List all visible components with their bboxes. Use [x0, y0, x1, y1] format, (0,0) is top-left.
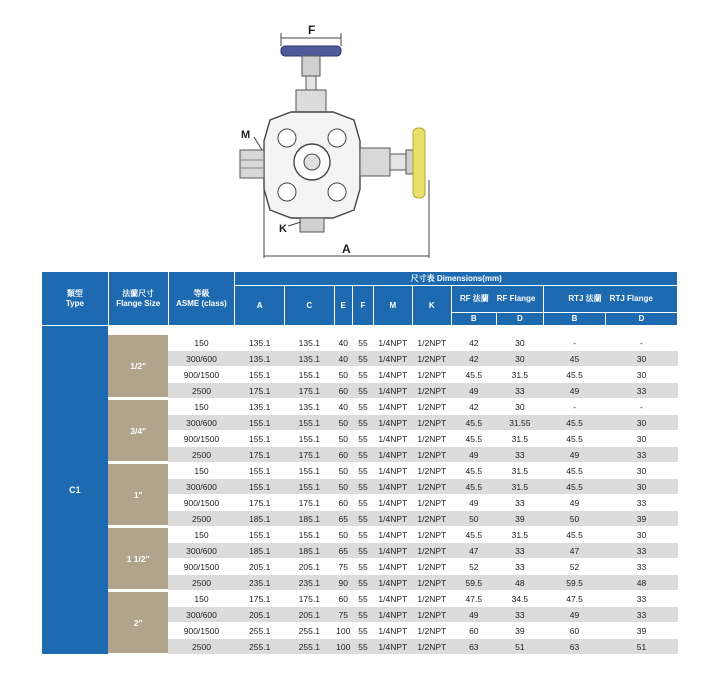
table-cell: 90: [334, 575, 352, 591]
table-cell: 55: [352, 575, 373, 591]
table-cell: 1/4NPT: [374, 527, 412, 543]
table-cell: 1/4NPT: [374, 351, 412, 367]
table-cell: 30: [496, 399, 544, 415]
table-cell: 175.1: [235, 383, 285, 399]
class-cell: 2500: [168, 511, 235, 527]
spec-table-grid: [41, 271, 678, 656]
table-cell: 1/2NPT: [412, 367, 451, 383]
table-cell: 135.1: [285, 335, 335, 351]
table-cell: 1/4NPT: [374, 607, 412, 623]
table-cell: 33: [605, 383, 677, 399]
table-cell: 49: [544, 447, 606, 463]
table-cell: 33: [496, 543, 544, 559]
table-cell: 175.1: [285, 591, 335, 607]
table-cell: 155.1: [285, 415, 335, 431]
table-cell: -: [605, 399, 677, 415]
table-cell: 45.5: [452, 415, 497, 431]
table-cell: 50: [334, 479, 352, 495]
table-cell: 1/4NPT: [374, 431, 412, 447]
table-cell: 1/4NPT: [374, 575, 412, 591]
class-cell: 150: [168, 399, 235, 415]
table-cell: 45.5: [544, 479, 606, 495]
table-cell: 55: [352, 591, 373, 607]
table-cell: 33: [496, 447, 544, 463]
table-cell: 185.1: [235, 511, 285, 527]
table-cell: 1/4NPT: [374, 415, 412, 431]
table-cell: 45.5: [452, 479, 497, 495]
table-cell: 50: [334, 431, 352, 447]
table-cell: 30: [605, 415, 677, 431]
table-cell: 1/2NPT: [412, 639, 451, 655]
table-cell: 55: [352, 511, 373, 527]
table-cell: 1/4NPT: [374, 399, 412, 415]
header-rf-b: B: [452, 313, 497, 326]
table-cell: 42: [452, 351, 497, 367]
table-cell: 50: [334, 367, 352, 383]
table-cell: 1/2NPT: [412, 447, 451, 463]
table-cell: 1/2NPT: [412, 463, 451, 479]
class-cell: 2500: [168, 383, 235, 399]
dimension-table: [41, 271, 678, 656]
table-cell: 1/2NPT: [412, 479, 451, 495]
bottom-fitting: [300, 218, 324, 232]
table-cell: 175.1: [285, 383, 335, 399]
table-row: [42, 527, 678, 543]
table-cell: 49: [544, 383, 606, 399]
flange-size-cell: 1": [108, 463, 168, 527]
table-cell: 55: [352, 383, 373, 399]
table-cell: 155.1: [235, 415, 285, 431]
table-cell: 1/2NPT: [412, 607, 451, 623]
table-cell: 59.5: [544, 575, 606, 591]
table-cell: 33: [496, 559, 544, 575]
table-cell: 39: [496, 511, 544, 527]
table-cell: 60: [334, 383, 352, 399]
table-cell: 45.5: [544, 415, 606, 431]
table-cell: 42: [452, 335, 497, 351]
table-cell: 31.5: [496, 479, 544, 495]
table-cell: 1/4NPT: [374, 383, 412, 399]
table-cell: 155.1: [285, 479, 335, 495]
table-cell: 51: [605, 639, 677, 655]
header-rf-d: D: [496, 313, 544, 326]
table-cell: 49: [452, 383, 497, 399]
table-cell: 63: [544, 639, 606, 655]
table-cell: 33: [605, 607, 677, 623]
table-cell: 55: [352, 527, 373, 543]
table-cell: 1/2NPT: [412, 527, 451, 543]
table-cell: 1/2NPT: [412, 575, 451, 591]
table-cell: 55: [352, 431, 373, 447]
header-a: A: [235, 286, 285, 326]
table-cell: 45.5: [452, 431, 497, 447]
table-row: [42, 399, 678, 415]
class-cell: 300/600: [168, 543, 235, 559]
table-cell: 75: [334, 559, 352, 575]
flange-size-cell: 3/4": [108, 399, 168, 463]
table-cell: 50: [334, 415, 352, 431]
table-cell: -: [544, 335, 606, 351]
class-cell: 900/1500: [168, 495, 235, 511]
class-cell: 900/1500: [168, 623, 235, 639]
table-cell: 31.5: [496, 431, 544, 447]
class-cell: 300/600: [168, 415, 235, 431]
table-cell: 49: [544, 495, 606, 511]
table-cell: 55: [352, 607, 373, 623]
table-cell: 1/2NPT: [412, 415, 451, 431]
table-cell: 55: [352, 399, 373, 415]
class-cell: 150: [168, 335, 235, 351]
header-f: F: [352, 286, 373, 326]
table-cell: 55: [352, 639, 373, 655]
header-e: E: [334, 286, 352, 326]
table-cell: 33: [496, 383, 544, 399]
table-cell: 155.1: [235, 367, 285, 383]
label-f: F: [308, 23, 316, 37]
table-cell: 1/2NPT: [412, 431, 451, 447]
table-cell: 33: [605, 447, 677, 463]
table-cell: 49: [452, 607, 497, 623]
table-cell: 235.1: [285, 575, 335, 591]
table-cell: 1/2NPT: [412, 399, 451, 415]
label-m: M: [241, 129, 251, 141]
table-cell: 45.5: [452, 367, 497, 383]
table-cell: 49: [452, 495, 497, 511]
table-cell: 155.1: [285, 367, 335, 383]
class-cell: 300/600: [168, 479, 235, 495]
table-cell: -: [605, 335, 677, 351]
table-cell: 100: [334, 639, 352, 655]
table-cell: 155.1: [235, 431, 285, 447]
table-cell: 33: [605, 543, 677, 559]
table-cell: 40: [334, 335, 352, 351]
table-cell: 155.1: [235, 479, 285, 495]
table-cell: 255.1: [235, 623, 285, 639]
class-cell: 300/600: [168, 351, 235, 367]
table-cell: 30: [605, 351, 677, 367]
header-m: M: [374, 286, 412, 326]
table-cell: 60: [334, 495, 352, 511]
table-cell: 155.1: [235, 527, 285, 543]
table-cell: 1/2NPT: [412, 383, 451, 399]
header-c: C: [285, 286, 335, 326]
table-cell: 47: [544, 543, 606, 559]
table-cell: 1/2NPT: [412, 335, 451, 351]
table-cell: 1/4NPT: [374, 463, 412, 479]
table-cell: 33: [496, 607, 544, 623]
table-cell: 30: [605, 431, 677, 447]
table-body: [42, 326, 678, 655]
stem-nut: [302, 56, 320, 76]
table-cell: 51: [496, 639, 544, 655]
class-cell: 150: [168, 591, 235, 607]
table-cell: 40: [334, 351, 352, 367]
table-cell: 42: [452, 399, 497, 415]
table-cell: 175.1: [235, 591, 285, 607]
table-cell: 31.5: [496, 527, 544, 543]
header-rtj-d: D: [605, 313, 677, 326]
table-cell: 65: [334, 543, 352, 559]
table-cell: 50: [334, 463, 352, 479]
table-cell: 60: [544, 623, 606, 639]
table-cell: 135.1: [235, 351, 285, 367]
table-cell: 55: [352, 463, 373, 479]
table-cell: 45: [544, 351, 606, 367]
table-cell: 65: [334, 511, 352, 527]
header-rtj-b: B: [544, 313, 606, 326]
class-cell: 150: [168, 463, 235, 479]
table-cell: 1/4NPT: [374, 543, 412, 559]
table-cell: 31.5: [496, 463, 544, 479]
side-bonnet: [360, 148, 390, 176]
table-cell: 55: [352, 623, 373, 639]
flange-size-cell: 2": [108, 591, 168, 655]
table-cell: 1/2NPT: [412, 351, 451, 367]
table-cell: 48: [496, 575, 544, 591]
table-cell: 52: [544, 559, 606, 575]
table-cell: 1/2NPT: [412, 559, 451, 575]
bonnet: [296, 90, 326, 112]
top-handle: [281, 46, 341, 56]
type-cell: C1: [42, 326, 109, 655]
class-cell: 150: [168, 527, 235, 543]
table-cell: 1/4NPT: [374, 623, 412, 639]
table-cell: 1/2NPT: [412, 511, 451, 527]
table-cell: 30: [605, 479, 677, 495]
table-cell: 52: [452, 559, 497, 575]
table-cell: 205.1: [235, 607, 285, 623]
table-cell: 1/4NPT: [374, 367, 412, 383]
table-cell: 155.1: [285, 431, 335, 447]
table-cell: 155.1: [285, 527, 335, 543]
table-cell: 30: [605, 527, 677, 543]
table-cell: 59.5: [452, 575, 497, 591]
table-cell: 55: [352, 351, 373, 367]
table-cell: 135.1: [285, 351, 335, 367]
table-cell: 1/4NPT: [374, 559, 412, 575]
table-cell: 55: [352, 335, 373, 351]
table-cell: 45.5: [544, 527, 606, 543]
table-cell: 155.1: [285, 463, 335, 479]
table-cell: 33: [605, 591, 677, 607]
valve-manifold-drawing: [0, 0, 718, 268]
table-cell: 45.5: [544, 463, 606, 479]
bolt-hole-icon: [278, 129, 296, 147]
table-row: [42, 335, 678, 351]
label-k: K: [279, 223, 287, 235]
table-cell: 1/4NPT: [374, 479, 412, 495]
table-cell: 30: [496, 351, 544, 367]
table-cell: 1/2NPT: [412, 495, 451, 511]
table-cell: 1/4NPT: [374, 335, 412, 351]
table-cell: 31.5: [496, 367, 544, 383]
table-cell: 49: [544, 607, 606, 623]
class-cell: 2500: [168, 447, 235, 463]
table-cell: 1/4NPT: [374, 511, 412, 527]
table-cell: 175.1: [285, 447, 335, 463]
table-cell: 1/2NPT: [412, 623, 451, 639]
table-cell: 45.5: [544, 431, 606, 447]
table-cell: 39: [605, 623, 677, 639]
table-cell: 30: [605, 463, 677, 479]
table-cell: 55: [352, 367, 373, 383]
table-cell: 135.1: [235, 399, 285, 415]
table-cell: 175.1: [285, 495, 335, 511]
header-flange-size: 法蘭尺寸 Flange Size: [108, 272, 168, 326]
header-rf-flange: RF 法蘭 RF Flange: [452, 286, 544, 313]
table-cell: 34.5: [496, 591, 544, 607]
table-cell: 55: [352, 447, 373, 463]
table-cell: 255.1: [285, 639, 335, 655]
table-cell: 60: [334, 591, 352, 607]
table-cell: 135.1: [285, 399, 335, 415]
table-cell: 185.1: [285, 511, 335, 527]
table-cell: 60: [452, 623, 497, 639]
table-cell: 39: [496, 623, 544, 639]
class-cell: 2500: [168, 575, 235, 591]
table-cell: 1/4NPT: [374, 591, 412, 607]
table-cell: 205.1: [285, 559, 335, 575]
label-a: A: [342, 242, 351, 256]
flange-size-cell: 1 1/2": [108, 527, 168, 591]
table-cell: 255.1: [235, 639, 285, 655]
table-cell: 49: [452, 447, 497, 463]
table-cell: -: [544, 399, 606, 415]
table-cell: 33: [605, 559, 677, 575]
left-plug: [240, 150, 264, 178]
drawing-svg: [0, 0, 718, 268]
table-cell: 100: [334, 623, 352, 639]
table-cell: 55: [352, 543, 373, 559]
table-row: [42, 591, 678, 607]
table-cell: 60: [334, 447, 352, 463]
class-cell: 2500: [168, 639, 235, 655]
table-cell: 45.5: [452, 463, 497, 479]
class-cell: 300/600: [168, 607, 235, 623]
table-cell: 50: [334, 527, 352, 543]
side-handle: [413, 128, 425, 198]
table-cell: 185.1: [285, 543, 335, 559]
table-cell: 48: [605, 575, 677, 591]
table-cell: 205.1: [285, 607, 335, 623]
table-cell: 205.1: [235, 559, 285, 575]
table-cell: 47.5: [452, 591, 497, 607]
table-cell: 45.5: [544, 367, 606, 383]
table-cell: 63: [452, 639, 497, 655]
table-cell: 175.1: [235, 495, 285, 511]
header-dimensions: 尺寸表 Dimensions(mm): [235, 272, 678, 286]
table-cell: 33: [496, 495, 544, 511]
table-cell: 175.1: [235, 447, 285, 463]
table-cell: 33: [605, 495, 677, 511]
table-cell: 40: [334, 399, 352, 415]
table-cell: 55: [352, 495, 373, 511]
table-cell: 47.5: [544, 591, 606, 607]
table-cell: 55: [352, 415, 373, 431]
table-cell: 255.1: [285, 623, 335, 639]
table-cell: 50: [452, 511, 497, 527]
table-cell: 1/2NPT: [412, 543, 451, 559]
table-cell: 1/2NPT: [412, 591, 451, 607]
table-cell: 185.1: [235, 543, 285, 559]
class-cell: 900/1500: [168, 431, 235, 447]
header-type: 類型 Type: [42, 272, 109, 326]
table-cell: 30: [496, 335, 544, 351]
table-row: [42, 463, 678, 479]
header-class: 等級 ASME (class): [168, 272, 235, 326]
table-cell: 1/4NPT: [374, 495, 412, 511]
table-cell: 45.5: [452, 527, 497, 543]
table-cell: 39: [605, 511, 677, 527]
table-cell: 55: [352, 479, 373, 495]
table-cell: 47: [452, 543, 497, 559]
table-cell: 1/4NPT: [374, 639, 412, 655]
table-cell: 31.55: [496, 415, 544, 431]
table-cell: 55: [352, 559, 373, 575]
header-k: K: [412, 286, 451, 326]
class-cell: 900/1500: [168, 367, 235, 383]
table-cell: 75: [334, 607, 352, 623]
table-cell: 30: [605, 367, 677, 383]
table-cell: 135.1: [235, 335, 285, 351]
header-rtj-flange: RTJ 法蘭 RTJ Flange: [544, 286, 678, 313]
table-cell: 235.1: [235, 575, 285, 591]
table-cell: 1/4NPT: [374, 447, 412, 463]
table-cell: 155.1: [235, 463, 285, 479]
flange-size-cell: 1/2": [108, 335, 168, 399]
class-cell: 900/1500: [168, 559, 235, 575]
table-cell: 50: [544, 511, 606, 527]
